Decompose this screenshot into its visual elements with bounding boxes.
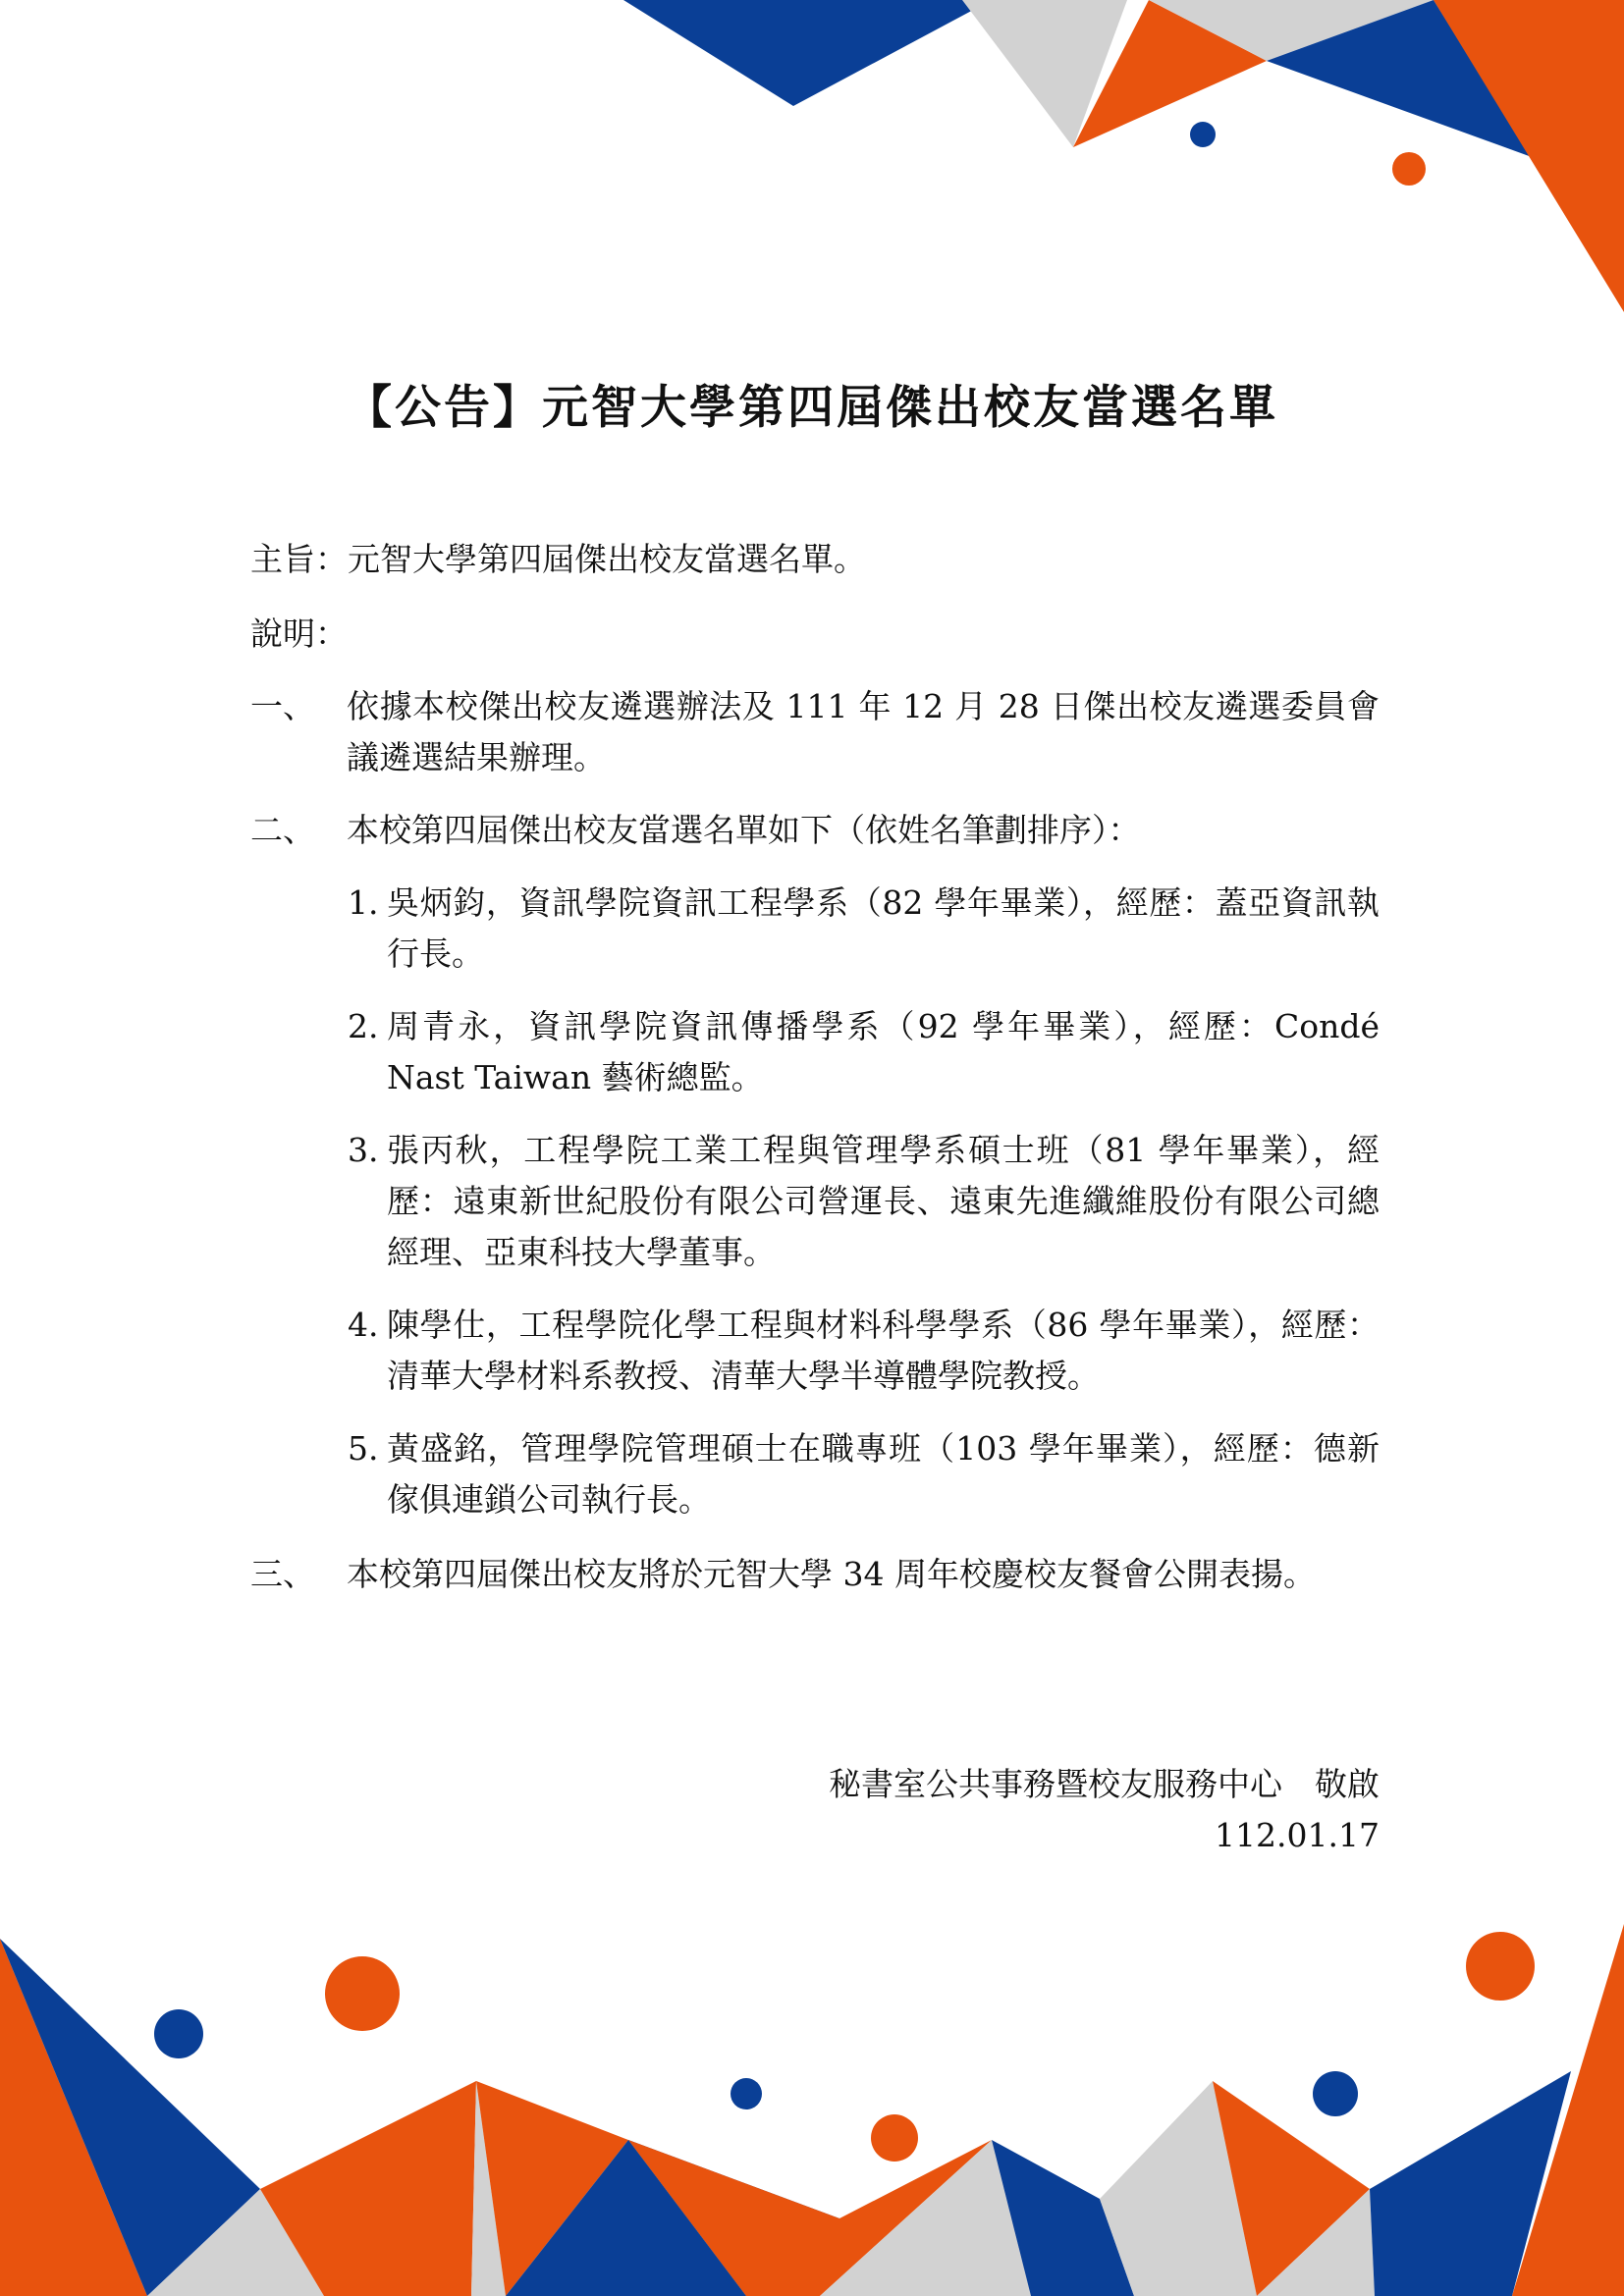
deco-dot: [871, 2114, 918, 2162]
deco-dot: [1392, 152, 1426, 186]
item-text: 依據本校傑出校友遴選辦法及 111 年 12 月 28 日傑出校友遴選委員會議遴選結果辦理。: [347, 687, 1380, 776]
honoree-number: 2.: [348, 1007, 379, 1045]
subject-line: 主旨：元智大學第四屆傑出校友當選名單。: [250, 540, 866, 578]
deco-triangle: [1267, 0, 1532, 157]
deco-triangle: [1257, 2189, 1375, 2296]
deco-triangle: [506, 2140, 746, 2296]
deco-triangle: [1434, 0, 1624, 312]
honoree-number: 5.: [348, 1429, 379, 1468]
deco-dot: [1466, 1932, 1535, 2001]
deco-triangle: [628, 2140, 992, 2296]
deco-triangle: [0, 1939, 147, 2296]
deco-triangle: [0, 1939, 260, 2296]
item-text: 本校第四屆傑出校友將於元智大學 34 周年校慶校友餐會公開表揚。: [347, 1555, 1316, 1593]
deco-triangle: [1149, 0, 1434, 61]
deco-triangle: [623, 0, 992, 106]
list-item: [250, 681, 1380, 783]
list-item: [250, 805, 1380, 856]
honoree-number: 3.: [348, 1131, 379, 1169]
deco-triangle: [1073, 0, 1267, 147]
deco-triangle: [1370, 2071, 1571, 2296]
list-item: [250, 1549, 1380, 1651]
signature-office: 秘書室公共事務暨校友服務中心 敬啟: [829, 1765, 1380, 1803]
deco-triangle: [628, 2140, 839, 2296]
deco-dot: [731, 2078, 762, 2109]
deco-triangle: [820, 2140, 1031, 2296]
deco-dot: [1313, 2071, 1358, 2116]
deco-triangle: [471, 2081, 506, 2296]
deco-dot: [154, 2009, 203, 2058]
deco-dot: [325, 1956, 400, 2031]
explanation-label: 說明：: [250, 614, 348, 653]
item-label: 一、: [250, 687, 315, 725]
honoree-text: 周青永，資訊學院資訊傳播學系（92 學年畢業），經歷：Condé Nast Taiwan 藝術總監。: [387, 1007, 1380, 1096]
deco-triangle: [1100, 2081, 1257, 2296]
deco-triangle: [962, 0, 1127, 147]
deco-dot: [1190, 122, 1216, 147]
deco-triangle: [476, 2081, 628, 2296]
item-label: 二、: [250, 811, 315, 849]
item-text: 本校第四屆傑出校友當選名單如下（依姓名筆劃排序）：: [347, 811, 1141, 849]
signature-date: 112.01.17: [1215, 1816, 1380, 1854]
honoree-number: 4.: [348, 1306, 379, 1344]
deco-triangle: [992, 2140, 1134, 2296]
honoree-text: 陳學仕，工程學院化學工程與材料科學學系（86 學年畢業），經歷：清華大學材料系教授、清華大學半導體學院教授。: [387, 1306, 1380, 1395]
honoree-number: 1.: [348, 883, 379, 922]
honoree-text: 張丙秋，工程學院工業工程與管理學系碩士班（81 學年畢業），經歷：遠東新世紀股份有限公司營運長、遠東先進纖維股份有限公司總經理、亞東科技大學董事。: [387, 1131, 1380, 1271]
deco-triangle: [1512, 1924, 1624, 2296]
deco-triangle: [147, 2189, 324, 2296]
deco-triangle: [1213, 2081, 1370, 2296]
deco-triangle: [260, 2081, 476, 2296]
page-title: 【公告】元智大學第四屆傑出校友當選名單: [346, 381, 1278, 435]
item-label: 三、: [250, 1555, 315, 1593]
honoree-text: 黃盛銘，管理學院管理碩士在職專班（103 學年畢業），經歷：德新傢俱連鎖公司執行長。: [387, 1429, 1380, 1519]
honoree-text: 吳炳鈞，資訊學院資訊工程學系（82 學年畢業），經歷：蓋亞資訊執行長。: [387, 883, 1380, 973]
signature-block: [829, 1759, 1380, 1861]
